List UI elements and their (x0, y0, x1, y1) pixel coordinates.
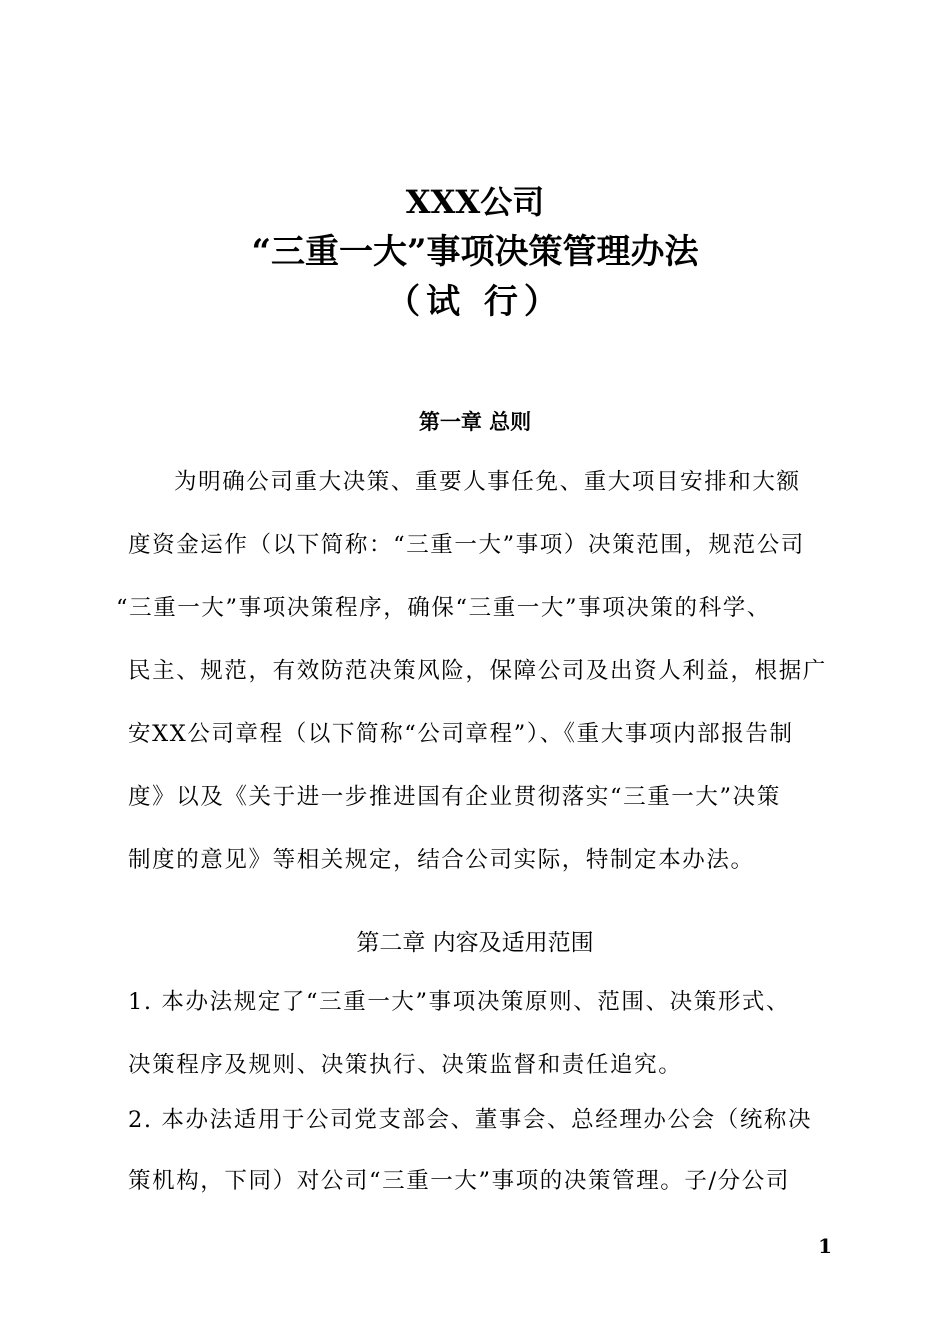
chapter-heading-1: 第一章 总则 (418, 410, 532, 434)
paragraph-line: 度》以及《关于进一步推进国有企业贯彻落实“三重一大”决策 (128, 784, 781, 810)
document-title-main: “三重一大”事项决策管理办法 (251, 232, 699, 272)
paragraph-line: 民主、规范，有效防范决策风险，保障公司及出资人利益，根据广 (128, 658, 827, 684)
list-item-line: 决策程序及规则、决策执行、决策监督和责任追究。 (128, 1052, 683, 1078)
list-item-line: 策机构，下同）对公司“三重一大”事项的决策管理。子/分公司 (128, 1168, 790, 1194)
list-item-line: 2. 本办法适用于公司党支部会、董事会、总经理办公会（统称决 (128, 1107, 813, 1133)
page-number: 1 (818, 1234, 832, 1258)
paragraph-line: “三重一大”事项决策程序，确保“三重一大”事项决策的科学、 (116, 595, 771, 621)
paragraph-line: 为明确公司重大决策、重要人事任免、重大项目安排和大额 (174, 469, 801, 495)
paragraph-line: 安XX公司章程（以下简称“公司章程”）、《重大事项内部报告制 (128, 721, 794, 747)
list-item-line: 1. 本办法规定了“三重一大”事项决策原则、范围、决策形式、 (128, 989, 791, 1015)
paragraph-line: 制度的意见》等相关规定，结合公司实际，特制定本办法。 (128, 847, 755, 873)
document-title-trial: （试 行） (386, 282, 564, 322)
document-title-company: XXX公司 (405, 183, 545, 221)
chapter-heading-2: 第二章 内容及适用范围 (356, 930, 594, 956)
paragraph-line: 度资金运作（以下简称：“三重一大”事项）决策范围，规范公司 (128, 532, 805, 558)
